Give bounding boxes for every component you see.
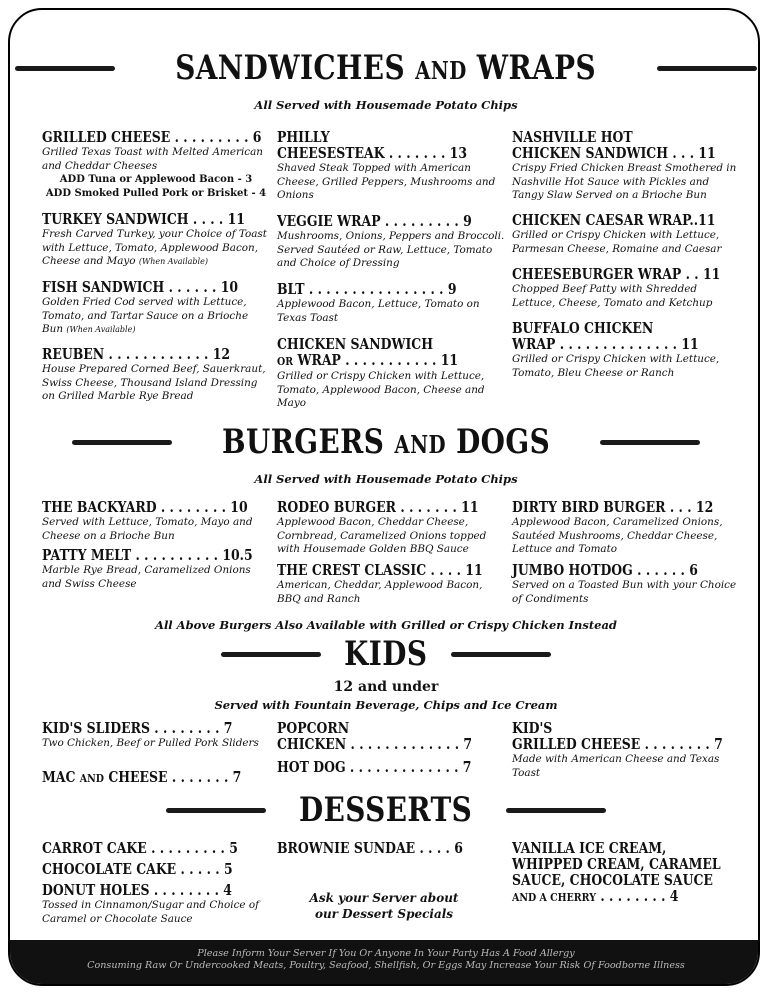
- item-name: CHEESEBURGER WRAP . . 11: [512, 266, 721, 283]
- kids-heading: [10, 634, 760, 674]
- item-name: PHILLY: [277, 129, 330, 146]
- divider: [657, 66, 757, 71]
- item-name: DIRTY BIRD BURGER . . . 12: [512, 499, 714, 516]
- menu-item-donut-holes: [42, 883, 270, 926]
- item-name: RODEO BURGER . . . . . . . 11: [277, 499, 479, 516]
- item-name: VANILLA ICE CREAM,: [512, 840, 667, 857]
- item-name: BUFFALO CHICKEN: [512, 320, 654, 337]
- menu-item-philly-cheesesteak: [277, 130, 505, 203]
- item-name: AND A CHERRY . . . . . . . . 4: [512, 888, 679, 905]
- menu-item-cheeseburger-wrap: [512, 267, 740, 310]
- menu-item-popcorn-chicken: [277, 721, 505, 753]
- item-name: BLT . . . . . . . . . . . . . . . . 9: [277, 281, 457, 298]
- allergy-footer: [10, 940, 760, 984]
- burgers-note: All Above Burgers Also Available with Grilled or Crispy Chicken Instead: [155, 618, 617, 632]
- menu-item-the-crest-classic: [277, 563, 505, 606]
- menu-item-kids-sliders: [42, 721, 270, 751]
- item-name: VEGGIE WRAP . . . . . . . . . 9: [277, 213, 472, 230]
- item-addon: ADD Smoked Pulled Pork or Brisket - 4: [45, 188, 267, 200]
- menu-item-kids-grilled-cheese: [512, 721, 740, 780]
- item-name: BROWNIE SUNDAE . . . . 6: [277, 840, 463, 857]
- menu-item-jumbo-hotdog: [512, 563, 740, 606]
- sandwiches-heading: [10, 48, 760, 88]
- item-name: GRILLED CHEESE . . . . . . . . 7: [512, 736, 723, 753]
- item-name: GRILLED CHEESE . . . . . . . . . 6: [42, 129, 262, 146]
- menu-item-reuben: [42, 347, 270, 404]
- divider: [15, 66, 115, 71]
- menu-item-turkey: [42, 212, 270, 269]
- item-name: DONUT HOLES . . . . . . . . 4: [42, 882, 232, 899]
- item-description: Golden Fried Cod served with Lettuce, Tomato, and Tartar Sauce on a Brioche Bun (When Available): [42, 296, 249, 336]
- menu-item-vanilla-ice-cream: [512, 841, 740, 906]
- item-description: Marble Rye Bread, Caramelized Onions and Swiss Cheese: [42, 564, 251, 590]
- divider: [72, 440, 172, 445]
- item-description: Grilled or Crispy Chicken with Lettuce, Tomato, Bleu Cheese or Ranch: [512, 353, 720, 379]
- item-description: Grilled or Crispy Chicken with Lettuce, Tomato, Applewood Bacon, Cheese and Mayo: [277, 370, 485, 410]
- item-name: KID'S SLIDERS . . . . . . . . 7: [42, 720, 233, 737]
- item-description: Grilled Texas Toast with Melted American and Cheddar Cheeses: [42, 146, 263, 172]
- footer-line: Please Inform Your Server If You Or Anyone In Your Party Has A Food Allergy: [197, 948, 575, 959]
- item-name: OR WRAP . . . . . . . . . . . 11: [277, 352, 459, 369]
- desserts-heading: [10, 790, 760, 830]
- item-name: WRAP . . . . . . . . . . . . . . 11: [512, 336, 699, 353]
- item-addon: ADD Tuna or Applewood Bacon - 3: [59, 174, 253, 186]
- item-description: Applewood Bacon, Lettuce, Tomato on Texas Toast: [277, 298, 480, 324]
- item-description: Tossed in Cinnamon/Sugar and Choice of Caramel or Chocolate Sauce: [42, 899, 259, 925]
- kids-subtitle: Served with Fountain Beverage, Chips and Ice Cream: [214, 698, 558, 712]
- item-name: SAUCE, CHOCOLATE SAUCE: [512, 872, 713, 889]
- item-description: Made with American Cheese and Texas Toast: [512, 753, 720, 779]
- divider: [600, 440, 700, 445]
- item-name: JUMBO HOTDOG . . . . . . 6: [512, 562, 698, 579]
- menu-page: [8, 8, 760, 986]
- item-name: WHIPPED CREAM, CARAMEL: [512, 856, 721, 873]
- item-description: Grilled or Crispy Chicken with Lettuce, Parmesan Cheese, Romaine and Caesar: [512, 229, 722, 255]
- sandwiches-title: SANDWICHES AND WRAPS: [175, 48, 597, 88]
- item-name: THE CREST CLASSIC . . . . 11: [277, 562, 483, 579]
- menu-item-carrot-cake: [42, 841, 270, 857]
- menu-item-grilled-cheese: [42, 130, 270, 201]
- burgers-heading: [10, 422, 760, 462]
- divider: [451, 652, 551, 657]
- divider: [166, 808, 266, 813]
- dessert-specials-note: Ask your Server about our Dessert Specials: [309, 891, 459, 921]
- menu-item-buffalo-chicken-wrap: [512, 321, 740, 380]
- item-name: CARROT CAKE . . . . . . . . . 5: [42, 840, 238, 857]
- item-name: REUBEN . . . . . . . . . . . . 12: [42, 346, 231, 363]
- item-description: Served on a Toasted Bun with your Choice of Condiments: [512, 579, 737, 605]
- menu-item-blt: [277, 282, 505, 325]
- item-name: FISH SANDWICH . . . . . . 10: [42, 279, 239, 296]
- item-name: POPCORN: [277, 720, 350, 737]
- item-description: Fresh Carved Turkey, your Choice of Toast with Lettuce, Tomato, Applewood Bacon, Cheese and Mayo (When Available): [42, 228, 267, 268]
- menu-item-fish-sandwich: [42, 280, 270, 337]
- item-name: HOT DOG . . . . . . . . . . . . . 7: [277, 759, 472, 776]
- item-description: Chopped Beef Patty with Shredded Lettuce, Cheese, Tomato and Ketchup: [512, 283, 713, 309]
- item-description: Served with Lettuce, Tomato, Mayo and Cheese on a Brioche Bun: [42, 516, 253, 542]
- item-name: CHOCOLATE CAKE . . . . . 5: [42, 861, 233, 878]
- burgers-title: BURGERS AND DOGS: [221, 422, 551, 462]
- item-description: Crispy Fried Chicken Breast Smothered in Nashville Hot Sauce with Pickles and Tangy Slaw Served on a Brioche Bun: [512, 162, 737, 202]
- item-name: NASHVILLE HOT: [512, 129, 633, 146]
- desserts-title: DESSERTS: [299, 790, 473, 830]
- menu-item-mac-and-cheese: [42, 770, 270, 787]
- item-name: CHICKEN . . . . . . . . . . . . . 7: [277, 736, 473, 753]
- item-name: KID'S: [512, 720, 553, 737]
- item-name: TURKEY SANDWICH . . . . 11: [42, 211, 245, 228]
- divider: [221, 652, 321, 657]
- sandwiches-subtitle: All Served with Housemade Potato Chips: [254, 98, 518, 112]
- item-description: House Prepared Corned Beef, Sauerkraut, Swiss Cheese, Thousand Island Dressing on Grilled Marble Rye Bread: [42, 363, 266, 403]
- item-description: Applewood Bacon, Caramelized Onions, Sautéed Mushrooms, Cheddar Cheese, Lettuce and Tomato: [512, 516, 723, 556]
- item-name: CHICKEN CAESAR WRAP..11: [512, 212, 716, 229]
- burgers-subtitle: All Served with Housemade Potato Chips: [254, 472, 518, 486]
- item-description: Shaved Steak Topped with American Cheese, Grilled Peppers, Mushrooms and Onions: [277, 162, 496, 202]
- item-name: CHICKEN SANDWICH: [277, 336, 433, 353]
- menu-item-hot-dog: [277, 760, 505, 776]
- menu-item-chocolate-cake: [42, 862, 270, 878]
- footer-line: Consuming Raw Or Undercooked Meats, Poultry, Seafood, Shellfish, Or Eggs May Increase Your Risk Of Foodborne Illness: [87, 960, 685, 971]
- menu-item-nashville-hot: [512, 130, 740, 203]
- menu-item-dirty-bird-burger: [512, 500, 740, 557]
- menu-item-chicken-sandwich: [277, 337, 505, 411]
- item-name: CHEESESTEAK . . . . . . . 13: [277, 145, 468, 162]
- item-description: American, Cheddar, Applewood Bacon, BBQ and Ranch: [277, 579, 483, 605]
- item-description: Mushrooms, Onions, Peppers and Broccoli. Served Sautéed or Raw, Lettuce, Tomato and Choice of Dressing: [277, 230, 505, 270]
- kids-title: KIDS: [344, 634, 428, 674]
- menu-item-veggie-wrap: [277, 214, 505, 271]
- menu-item-brownie-sundae: [277, 841, 505, 857]
- item-description: Two Chicken, Beef or Pulled Pork Sliders: [42, 737, 259, 749]
- menu-item-rodeo-burger: [277, 500, 505, 557]
- item-name: PATTY MELT . . . . . . . . . . 10.5: [42, 547, 253, 564]
- item-name: THE BACKYARD . . . . . . . . 10: [42, 499, 248, 516]
- menu-item-patty-melt: [42, 548, 270, 591]
- menu-item-the-backyard: [42, 500, 270, 543]
- divider: [506, 808, 606, 813]
- kids-age: 12 and under: [333, 679, 439, 695]
- item-name: CHICKEN SANDWICH . . . 11: [512, 145, 716, 162]
- item-description: Applewood Bacon, Cheddar Cheese, Cornbread, Caramelized Onions topped with Housemade Golden BBQ Sauce: [277, 516, 487, 556]
- item-name: MAC AND CHEESE . . . . . . . 7: [42, 769, 242, 786]
- menu-item-chicken-caesar-wrap: [512, 213, 740, 256]
